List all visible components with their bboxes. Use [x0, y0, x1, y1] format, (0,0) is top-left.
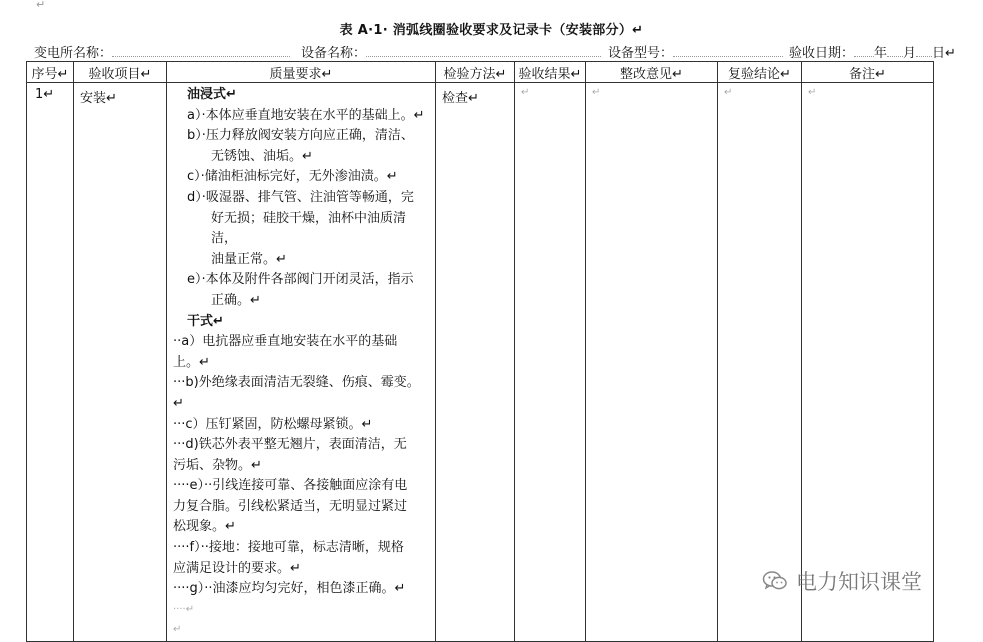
dry-line: 应满足设计的要求。↵: [173, 560, 301, 576]
month-field[interactable]: [887, 46, 903, 57]
row-result: ↵: [521, 87, 530, 98]
oil-item-b: [173, 126, 429, 167]
row-item: 安装↵: [80, 91, 117, 106]
equipment-label: 设备名称：: [301, 46, 367, 61]
oil-item-b-line2: 无锈蚀、油垢。↵: [211, 148, 313, 164]
month-label: 月: [903, 46, 917, 61]
acceptance-table: [26, 61, 934, 642]
dry-line: ··a）电抗器应垂直地安装在水平的基础: [173, 334, 398, 350]
model-field[interactable]: [673, 46, 783, 57]
oil-item-e: [173, 270, 429, 311]
meta-model: [608, 42, 783, 61]
meta-substation: [34, 42, 290, 61]
model-label: 设备型号：: [608, 46, 674, 61]
oil-item-d: [173, 188, 429, 270]
header-item: 验收项目↵: [74, 62, 167, 83]
oil-type-title: 油浸式↵: [187, 87, 237, 102]
cell-index[interactable]: [27, 83, 74, 642]
cell-item[interactable]: [74, 83, 167, 642]
row-note: ↵: [808, 87, 817, 98]
header-note: 备注↵: [802, 62, 934, 83]
page-top-mark: ↵: [36, 0, 46, 11]
meta-row: [30, 42, 965, 60]
oil-item-e-line1: e）·本体及附件各部阀门开闭灵活，指示: [187, 272, 414, 288]
oil-item-d-line3: 油量正常。↵: [211, 251, 287, 267]
dry-line: ····f）··接地：接地可靠，标志清晰，规格: [173, 540, 404, 556]
header-quality: 质量要求↵: [167, 62, 436, 83]
wechat-icon: [762, 570, 788, 592]
oil-item-c: [173, 167, 429, 188]
oil-item-b-line1: b）·压力释放阀安装方向应正确，清洁、: [187, 128, 414, 144]
dry-line: ···c）压钉紧固，防松螺母紧锁。↵: [173, 416, 373, 432]
cell-recheck[interactable]: [718, 83, 802, 642]
header-method: 检验方法↵: [436, 62, 515, 83]
watermark: [762, 566, 922, 596]
row-recheck: ↵: [724, 87, 733, 98]
row-index: 1↵: [35, 87, 55, 102]
oil-item-a-line: a）·本体应垂直地安装在水平的基础上。↵: [187, 107, 425, 123]
dry-line: ↵: [173, 624, 182, 636]
oil-item-a: [173, 106, 429, 127]
equipment-field[interactable]: [366, 46, 601, 57]
year-label: 年: [874, 46, 888, 61]
cell-note[interactable]: [802, 83, 934, 642]
document-title: 表 A·1· 消弧线圈验收要求及记录卡（安装部分）↵: [339, 23, 644, 38]
substation-field[interactable]: [112, 46, 290, 57]
cell-method[interactable]: [436, 83, 515, 642]
meta-date: [789, 42, 956, 61]
dry-line: 松现象。↵: [173, 519, 236, 535]
row-method: 检查↵: [442, 91, 479, 106]
cell-result[interactable]: [515, 83, 586, 642]
dry-line: ····↵: [173, 603, 195, 615]
substation-label: 变电所名称：: [34, 46, 113, 61]
dry-line: ···b)外绝缘表面清洁无裂缝、伤痕、霉变。↵: [173, 375, 420, 411]
watermark-text: 电力知识课堂: [796, 570, 922, 594]
header-result: 验收结果↵: [515, 62, 586, 83]
oil-item-c-line: c）·储油柜油标完好，无外渗油渍。↵: [187, 169, 398, 185]
oil-item-d-line2: 好无损；硅胶干燥，油杯中油质清洁，: [211, 210, 407, 247]
date-label: 验收日期：: [789, 46, 855, 61]
day-field[interactable]: [916, 46, 932, 57]
oil-item-d-line1: d）·吸湿器、排气管、注油管等畅通，完: [187, 189, 414, 205]
header-index: 序号↵: [27, 62, 74, 83]
table-header-row: [27, 62, 934, 83]
oil-item-e-line2: 正确。↵: [211, 292, 261, 308]
year-field[interactable]: [854, 46, 874, 57]
day-label: 日↵: [932, 46, 956, 61]
dry-line: ···d)铁芯外表平整无翘片，表面清洁，无: [173, 437, 407, 453]
header-rectify: 整改意见↵: [586, 62, 718, 83]
dry-line: ····e）··引线连接可靠、各接触面应涂有电: [173, 478, 408, 494]
dry-type-title: 干式↵: [187, 313, 224, 329]
cell-rectify[interactable]: [586, 83, 718, 642]
dry-line: 污垢、杂物。↵: [173, 457, 262, 473]
header-recheck: 复验结论↵: [718, 62, 802, 83]
dry-line: 力复合脂。引线松紧适当，无明显过紧过: [173, 498, 408, 514]
quality-requirements: [167, 83, 435, 641]
dry-line: ····g）··油漆应均匀完好，相色漆正确。↵: [173, 581, 406, 597]
row-rectify: ↵: [592, 87, 601, 98]
dry-line: 上。↵: [173, 354, 210, 370]
table-row: [27, 83, 934, 642]
cell-quality[interactable]: [167, 83, 436, 642]
meta-equipment: [301, 42, 601, 61]
